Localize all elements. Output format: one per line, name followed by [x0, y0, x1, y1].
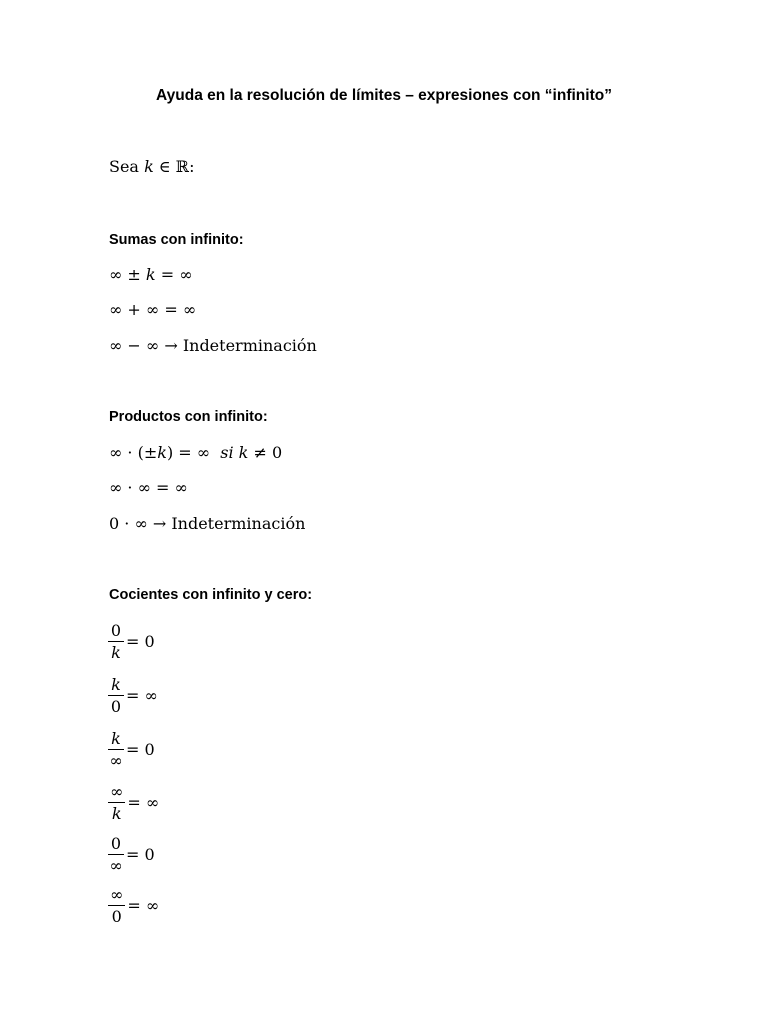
- sums-line-1-b: = ∞: [155, 265, 193, 284]
- fraction-result: = 0: [126, 740, 155, 759]
- products-line-1: [109, 443, 282, 462]
- fraction-numerator: ∞: [110, 782, 124, 801]
- sums-line-2: ∞ + ∞ = ∞: [109, 300, 197, 319]
- fraction-result: = ∞: [126, 686, 158, 705]
- sums-line-1-k: k: [145, 265, 156, 284]
- quotient-row: [109, 833, 155, 876]
- fraction: [109, 884, 124, 927]
- products-line-1-c: ≠ 0: [248, 443, 283, 462]
- intro-rest: ∈ ℝ:: [153, 157, 195, 176]
- fraction-numerator: k: [108, 674, 124, 696]
- fraction-denominator: k: [111, 643, 121, 662]
- sums-line-1-a: ∞ ±: [109, 265, 146, 284]
- fraction-result: = ∞: [127, 896, 160, 915]
- fraction-result: = ∞: [127, 793, 160, 812]
- fraction-numerator: ∞: [110, 885, 124, 904]
- sums-line-1: [109, 265, 193, 284]
- intro-prefix: Sea: [109, 157, 145, 176]
- fraction: [109, 674, 123, 717]
- fraction: [109, 728, 123, 771]
- fraction-denominator: k: [111, 804, 122, 823]
- quotient-row: [109, 620, 155, 663]
- products-line-1-k: k: [157, 443, 167, 462]
- fraction: [109, 620, 123, 663]
- fraction-denominator: ∞: [109, 856, 123, 875]
- fraction-numerator: 0: [108, 620, 124, 642]
- intro-k: k: [144, 157, 154, 176]
- products-line-1-si: si k: [220, 443, 249, 462]
- products-line-1-a: ∞ · (±: [109, 443, 158, 462]
- sums-line-3: ∞ − ∞ → Indeterminación: [109, 336, 317, 355]
- quotient-row: [109, 674, 158, 717]
- products-line-2: ∞ · ∞ = ∞: [109, 478, 188, 497]
- products-heading: Productos con infinito:: [109, 409, 268, 425]
- quotients-heading: Cocientes con infinito y cero:: [109, 587, 313, 603]
- document-title: Ayuda en la resolución de límites – expresiones con “infinito”: [156, 87, 612, 104]
- products-line-3: 0 · ∞ → Indeterminación: [109, 514, 306, 533]
- products-line-1-b: ) = ∞: [166, 443, 221, 462]
- fraction-denominator: ∞: [109, 751, 123, 770]
- quotient-row: [109, 781, 159, 824]
- sums-heading: Sumas con infinito:: [109, 232, 244, 248]
- fraction-result: = 0: [126, 632, 155, 651]
- fraction: [109, 833, 123, 876]
- fraction: [109, 781, 124, 824]
- intro-line: [109, 157, 194, 176]
- fraction-denominator: 0: [110, 697, 122, 716]
- fraction-result: = 0: [126, 845, 155, 864]
- quotient-row: [109, 728, 155, 771]
- fraction-numerator: k: [108, 728, 124, 750]
- fraction-numerator: 0: [108, 833, 124, 855]
- quotient-row: [109, 884, 159, 927]
- fraction-denominator: 0: [111, 907, 122, 926]
